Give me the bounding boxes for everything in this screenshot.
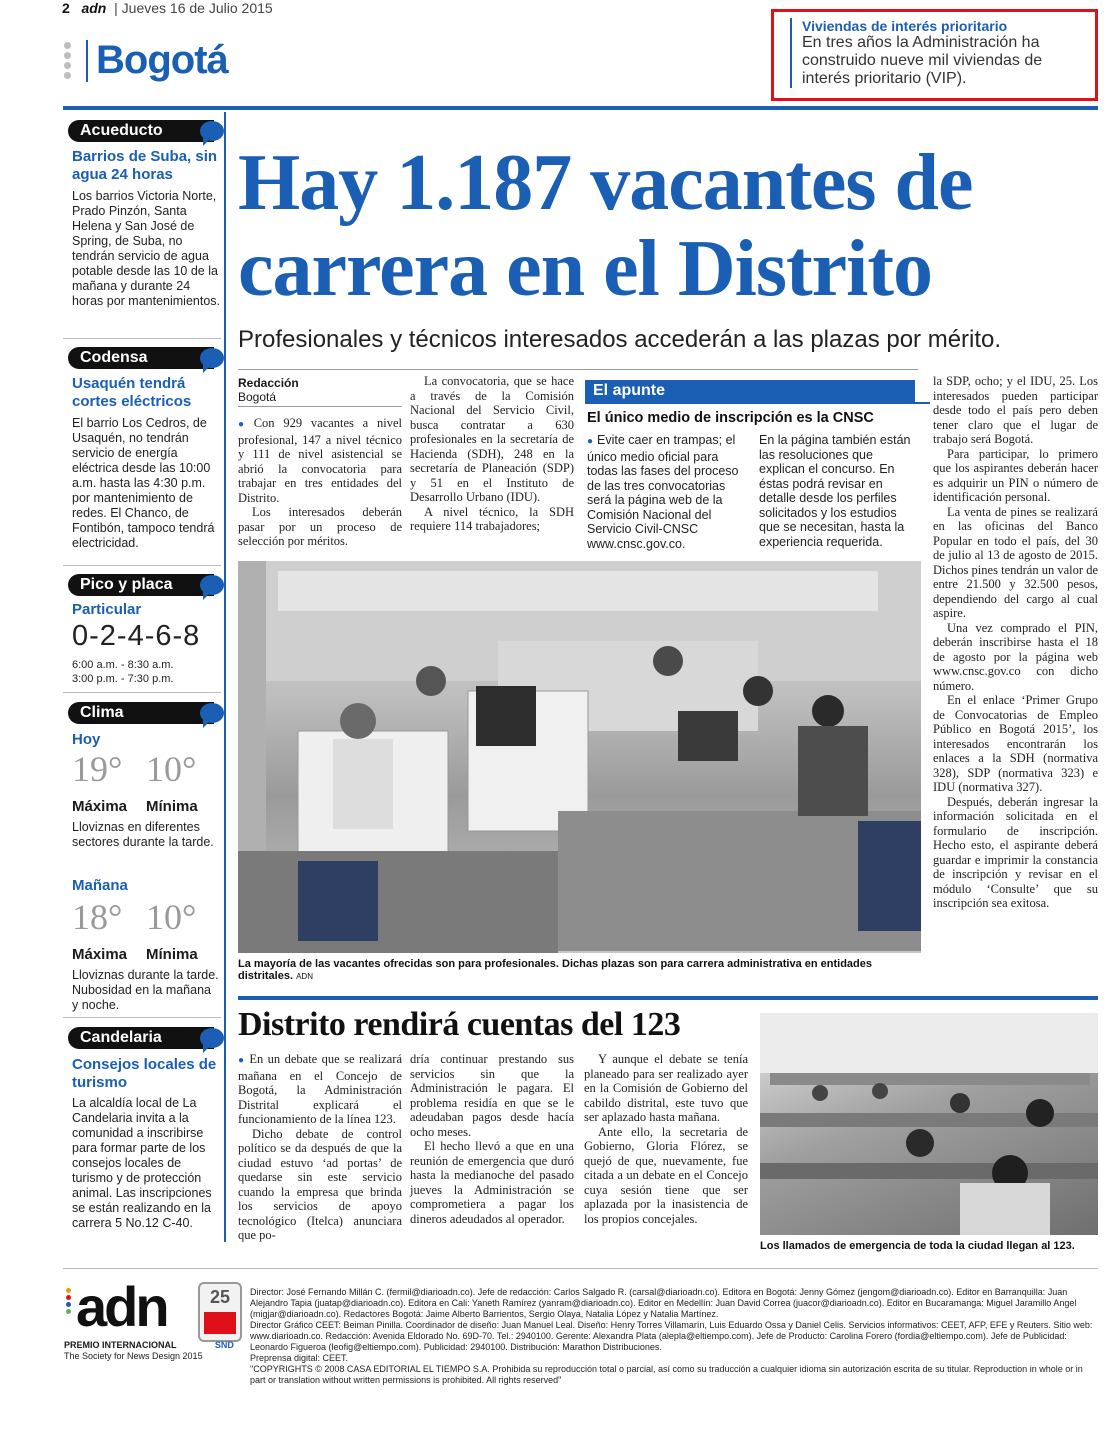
today-min-label: Mínima bbox=[146, 798, 198, 815]
pico-plates: 0-2-4-6-8 bbox=[72, 620, 201, 652]
footer-logo: adn bbox=[76, 1275, 167, 1338]
highlight-text: En tres años la Administración ha construido nueve mil viviendas de interés prioritario (VIP). bbox=[802, 34, 1043, 87]
award-line-2: The Society for News Design 2015 bbox=[64, 1351, 203, 1361]
top-bar: 2 adn | Jueves 16 de Julio 2015 bbox=[62, 0, 273, 16]
highlight-box bbox=[771, 9, 1098, 101]
credits-block: Director: José Fernando Millán C. (fermil@diarioadn.co). Jefe de redacción: Carlos Salgado R. (carsal@diarioadn.co). Editora en Bogotá: Jenny Gómez (jengom@diarioadn.co). Editor en Barranquilla: Juan Alejandro Tapia (juatap@diarioadn.co). Editora en Cali: Yaneth Ramírez (yanram@diarioadn.co). Editor en Medellín: Juan David Correa (juacor@diarioadn.co). Editor en Bucaramanga: Miguel Jaramillo Angel (migjar@diarioadn.co). Redactores Bogotá: Jaime Alberto Barrientos, Sergio Olaya, Natalia López y Natalia Martínez. Director Gráfico CEET: Beiman Pinilla. Coordinador de diseño: Juan Manuel Leal. Diseño: Henry Torres Villamarín, Luis Eduardo Ossa y Daniel Celis. Servicios informativos: CEET, AFP, EFE y Reuters. Sitio web: www.diarioadn.co. Redacción: Avenida Eldorado No. 69D-70. Tel.: 2940100. Gerente: Alexandra Plata (alepla@eltiempo.com). Jefe de Producto: Carolina Forero (fordia@eltiempo.com). Jefe de Publicidad: Leonardo Figueroa (leofig@eltiempo.com). Publicidad: 2940100. Distribución: Marathon Distribuciones. Preprensa digital: CEET. "COPYRIGHTS © 2008 CASA EDITORIAL EL TIEMPO S.A. Prohibida su reproducción total o parcial, así como su traducción a cualquier idioma sin autorización escrita de su titular. Reproduction in whole or in part or translation without written permissions is prohibited. All rights reserved" bbox=[250, 1287, 1093, 1385]
tomorrow-min-temp: 10° bbox=[146, 897, 197, 937]
speech-bubble-icon bbox=[200, 703, 224, 723]
byline-rule bbox=[238, 406, 402, 407]
pico-hours-2: 3:00 p.m. - 7:30 p.m. bbox=[72, 673, 174, 685]
speech-bubble-icon bbox=[200, 575, 224, 595]
speech-bubble-icon bbox=[200, 348, 224, 368]
tag-acueducto: Acueducto bbox=[68, 120, 214, 142]
section-divider bbox=[86, 40, 88, 82]
candelaria-text: La alcaldía local de La Candelaria invita a la comunidad a inscribirse para formar parte de los consejos locales de turismo y de protección animal. Las inscripciones se están realizando en la carrera 5 No.12 C-40. bbox=[72, 1096, 212, 1230]
sidebar-rule bbox=[224, 112, 226, 1242]
second-story-rule bbox=[238, 996, 1098, 1000]
second-col-2: dría continuar prestando sus servicios sin que la Administración le pagara. El problema residía en que se le adeudaban pagos desde hacía ocho meses. El hecho llevó a que en una reunión de emergencia que duró hasta la medianoche del pasado jueves la Administración se comprometiera a pagar los dineros adeudados al operador. bbox=[410, 1052, 574, 1226]
second-col-3: Y aunque el debate se tenía planeado para ser realizado ayer en la Comisión de Gobierno del cabildo distrital, este tuvo que ser aplazado hasta mañana. Ante ello, la secretaria de Gobierno, Gloria Flórez, se quejó de que, nuevamente, fue citada a un debate en el Concejo cuya sesión tiene que ser aplazada por la inasistencia de los propios concejales. bbox=[584, 1052, 748, 1226]
tomorrow-max-label: Máxima bbox=[72, 946, 128, 963]
main-col-4: la SDP, ocho; y el IDU, 25. Los interesados pueden participar desde todo el país pero deben tener claro que el lugar de trabajo será Bogotá. Para participar, lo primero que los aspirantes deberán hacer es adquirir un PIN o número de identificación personal. La venta de pines se realizará en las oficinas del Banco Popular en todo el país, del 30 de julio al 13 de agosto de 2015. Dichos pines tendrán un valor de entre 21.500 y 32.500 pesos, dependiendo del cargo al cual aspire. Una vez comprado el PIN, deberán inscribirse hasta el 18 de agosto por la página web www.cnsc.gov.co con dicho número. En el enlace ‘Primer Grupo de Convocatorias de Empleo Público en Bogotá 2015’, los interesados encontrarán los enlaces a la SDH (normativa 328), SDP (normativa 323) e IDU (normativa 327). Después, deberán ingresar la información solicitada en el formulario de inscripción. Hecho esto, el aspirante deberá guardar e imprimir la constancia de inscripción y revisar en el módulo ‘Consulte’ que su inscripción sea exitosa. bbox=[933, 374, 1098, 910]
codensa-title: Usaquén tendrá cortes eléctricos bbox=[72, 375, 192, 410]
sidebar-separator bbox=[63, 692, 221, 693]
apunte-tag: El apunte bbox=[585, 380, 915, 402]
pico-title: Particular bbox=[72, 601, 142, 618]
acueducto-title: Barrios de Suba, sin agua 24 horas bbox=[72, 148, 218, 183]
acueducto-text: Los barrios Victoria Norte, Prado Pinzón, Santa Helena y San José de Spring, de Suba, no tendrán servicio de agua potable desde las 10 de la mañana y durante 24 horas por mantenimientos. bbox=[72, 189, 220, 308]
tomorrow-min-label: Mínima bbox=[146, 946, 198, 963]
sidebar-separator bbox=[63, 1017, 221, 1018]
tag-pico-placa: Pico y placa bbox=[68, 574, 214, 596]
issue-date: Jueves 16 de Julio 2015 bbox=[121, 0, 273, 16]
award-line-1: PREMIO INTERNACIONAL SND bbox=[64, 1340, 234, 1350]
sidebar-separator bbox=[63, 338, 221, 339]
tomorrow-max-temp: 18° bbox=[72, 897, 123, 937]
anniversary-badge: 25 bbox=[198, 1282, 242, 1342]
main-col-1: ● Con 929 vacantes a nivel profesional, 147 a nivel técnico y 111 de nivel asistencial se abrió la convocatoria para trabajar en tres entidades del Distrito. Los interesados deberán pasar por un proceso de selección por méritos. bbox=[238, 416, 402, 549]
office-scene-illustration bbox=[238, 561, 921, 953]
main-deck: Profesionales y técnicos interesados accederán a las plazas por mérito. bbox=[238, 326, 1002, 353]
byline: Redacción bbox=[238, 376, 299, 390]
second-col-1: ● En un debate que se realizará mañana en el Concejo de Bogotá, la Administración Distrital explicará el funcionamiento de la línea 123. Dicho debate de control político se da después de que la ciudad estuvo ‘ad portas’ de quedarse sin este servicio cuando la empresa que brinda los servicios de apoyo tecnológico (Itelca) anunciara que po- bbox=[238, 1052, 402, 1243]
section-dots-icon bbox=[64, 42, 72, 82]
apunte-col-2: En la página también están las resoluciones que explican el concurso. En éstas podrá revisar en detalle desde los perfiles solicitados y los estudios que se necesitan, hasta la experiencia requerida. bbox=[759, 433, 911, 549]
main-headline: Hay 1.187 vacantes de carrera en el Distrito bbox=[238, 139, 973, 313]
footer-dots-icon bbox=[66, 1288, 72, 1314]
candelaria-title: Consejos locales de turismo bbox=[72, 1056, 217, 1091]
apunte-title: El único medio de inscripción es la CNSC bbox=[587, 410, 874, 426]
second-headline: Distrito rendirá cuentas del 123 bbox=[238, 1006, 681, 1043]
byline-city: Bogotá bbox=[238, 390, 277, 404]
tag-candelaria: Candelaria bbox=[68, 1027, 214, 1049]
top-rule bbox=[63, 106, 1098, 110]
call-center-illustration bbox=[760, 1013, 1098, 1235]
call-center-photo bbox=[760, 1013, 1098, 1235]
tag-clima: Clima bbox=[68, 702, 214, 724]
sidebar-separator bbox=[63, 565, 221, 566]
clima-today-label: Hoy bbox=[72, 731, 101, 748]
photo-credit: ADN bbox=[296, 972, 313, 981]
clima-tomorrow-label: Mañana bbox=[72, 877, 128, 894]
today-min-temp: 10° bbox=[146, 749, 197, 789]
main-photo-caption: La mayoría de las vacantes ofrecidas son para profesionales. Dichas plazas son para carrera administrativa en entidades distritales. ADN bbox=[238, 958, 872, 982]
brand-small: adn bbox=[81, 0, 107, 16]
highlight-title: Viviendas de interés prioritario bbox=[802, 18, 1008, 34]
codensa-text: El barrio Los Cedros, de Usaquén, no tendrán servicio de energía eléctrica desde las 10:00 a.m. hasta las 4:30 p.m. por mantenimiento de redes. El Chanco, de Fontibón, tampoco tendrá electricidad. bbox=[72, 416, 215, 550]
today-max-label: Máxima bbox=[72, 798, 128, 815]
main-photo bbox=[238, 561, 921, 953]
today-forecast: Lloviznas en diferentes sectores durante la tarde. bbox=[72, 820, 214, 849]
apunte-col-1: ● Evite caer en trampas; el único medio oficial para todas las fases del proceso de las tres convocatorias será la página web de la Comisión Nacional del Servicio Civil-CNSC www.cnsc.gov.co. bbox=[587, 433, 745, 551]
page-number: 2 bbox=[62, 0, 70, 16]
today-max-temp: 19° bbox=[72, 749, 123, 789]
deck-rule bbox=[238, 369, 918, 370]
tomorrow-forecast: Lloviznas durante la tarde. Nubosidad en la mañana y noche. bbox=[72, 968, 219, 1012]
apunte-rule bbox=[585, 402, 930, 404]
pico-hours-1: 6:00 a.m. - 8:30 a.m. bbox=[72, 659, 174, 671]
footer-rule bbox=[63, 1268, 1098, 1269]
section-title: Bogotá bbox=[96, 38, 228, 82]
main-col-2: La convocatoria, que se hace a través de la Comisión Nacional del Servicio Civil, busca contratar a 630 profesionales en la secretaría de Hacienda (SDH), 248 en la secretaría de Planeación (SDP) y 51 en el Instituto de Desarrollo Urbano (IDU). A nivel técnico, la SDH requiere 114 trabajadores; bbox=[410, 374, 574, 533]
speech-bubble-icon bbox=[200, 1028, 224, 1048]
tag-codensa: Codensa bbox=[68, 347, 214, 369]
call-center-caption: Los llamados de emergencia de toda la ciudad llegan al 123. bbox=[760, 1240, 1075, 1252]
speech-bubble-icon bbox=[200, 121, 224, 141]
